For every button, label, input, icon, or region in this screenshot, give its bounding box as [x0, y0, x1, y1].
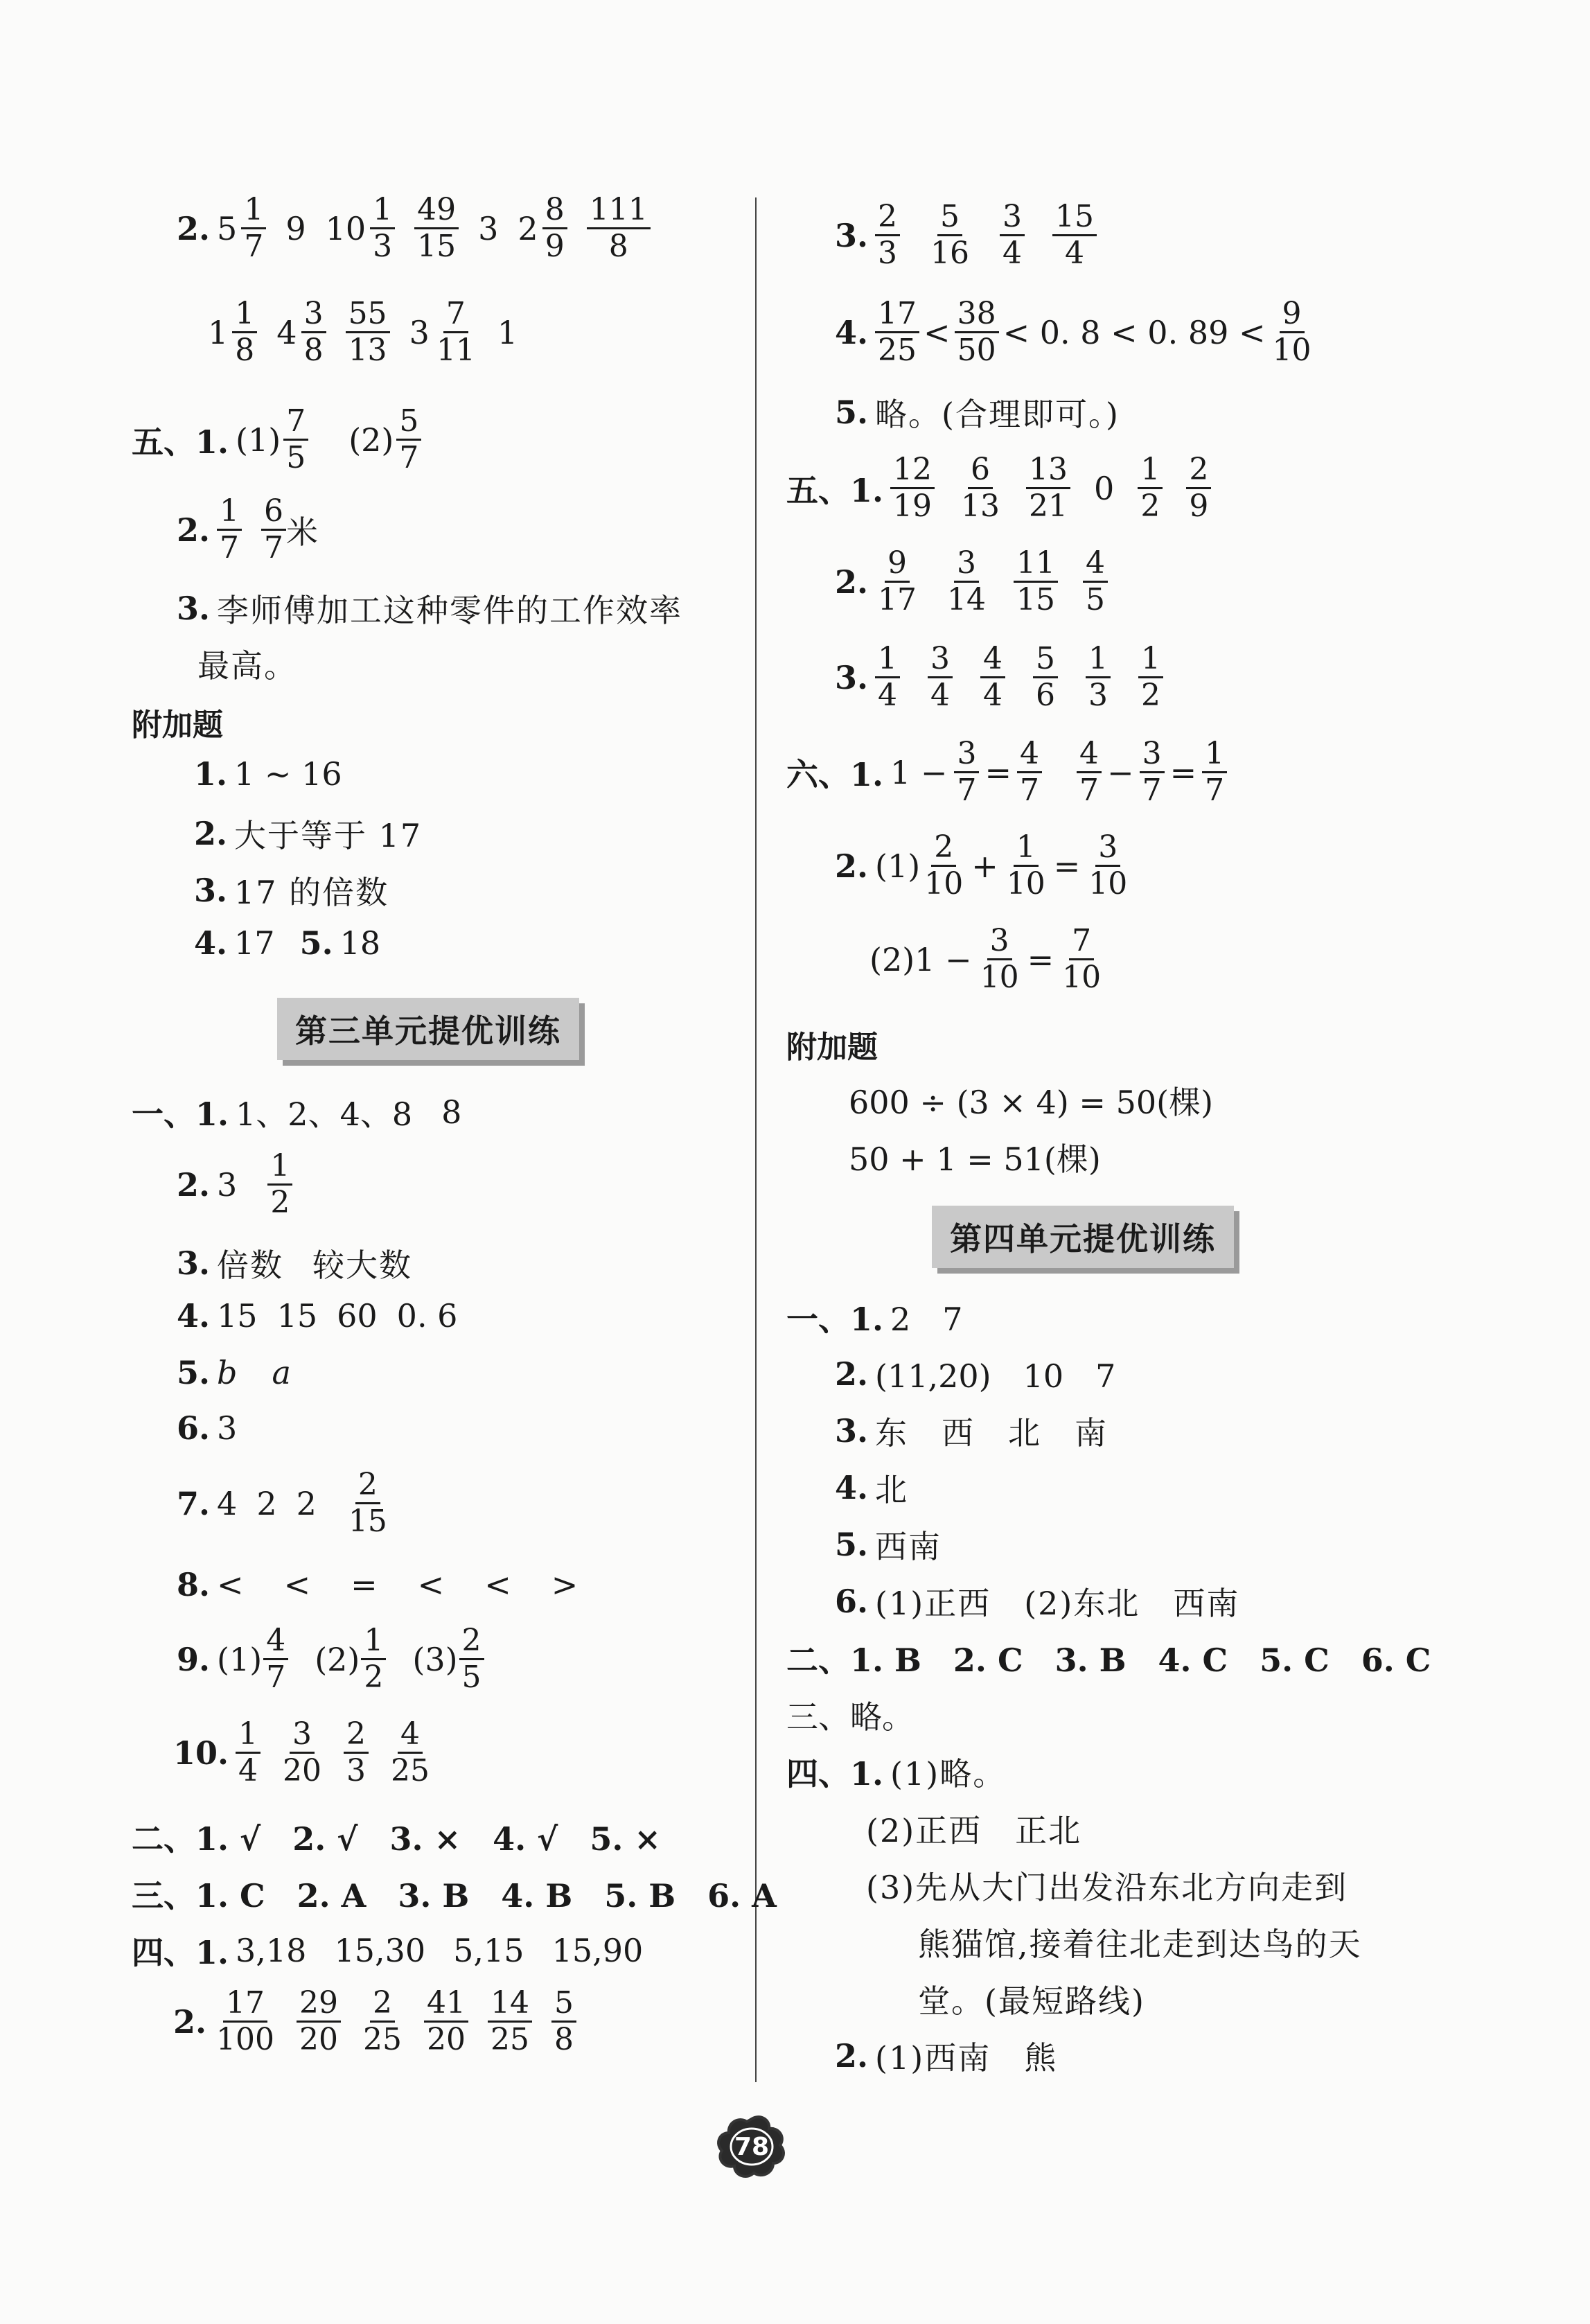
fraction: $\frac{2}{25}$ — [363, 1985, 403, 2058]
right-five-q2: 2. $\frac{9}{17}$ $\frac{3}{14}$ $\frac{11}{15}$ $\frac{4}{5}$ — [835, 547, 1108, 616]
fraction: $\frac{2}{3}$ — [344, 1718, 369, 1787]
fraction: $\frac{4}{4}$ — [980, 643, 1005, 712]
unit4-four-q1-3-cont2: 堂。(最短路线) — [918, 1982, 1145, 2020]
answer-value: 1 — [497, 313, 518, 351]
right-six-q1: 六、1. 1 − $\frac{3}{7}$ = $\frac{4}{7}$ $\frac{4}{7}$ − $\frac{3}{7}$ = $\frac{1}{7}$ — [786, 738, 1227, 807]
page-number: 78 — [714, 2113, 790, 2180]
unit3-one-q9: 9. (1) $\frac{4}{7}$ (2) $\frac{1}{2}$ (3) $\frac{2}{5}$ — [177, 1625, 484, 1693]
fraction: $\frac{1}{2}$ — [1138, 454, 1163, 522]
unit3-one-q7: 7. 4 2 2 $\frac{2}{15}$ — [177, 1469, 390, 1538]
fraction: $\frac{5}{16}$ — [930, 199, 970, 272]
fraction: $\frac{4}{5}$ — [1083, 547, 1108, 616]
extra-item-1: 1. 1 ~ 16 — [194, 755, 342, 793]
fraction: $\frac{41}{20}$ — [424, 1987, 468, 2056]
unit4-four-q1: 四、1. (1)略。 — [786, 1755, 1007, 1793]
item-number: 3. — [177, 590, 211, 627]
right-extra-line1: 600 ÷ (3 × 4) = 50(棵) — [849, 1084, 1214, 1121]
fraction: $\frac{7}{5}$ — [283, 405, 308, 474]
mixed-number: 2 $\frac{8}{9}$ — [518, 194, 567, 263]
fraction: $\frac{3}{10}$ — [980, 923, 1019, 996]
fraction: $\frac{1}{2}$ — [267, 1150, 292, 1219]
fraction: $\frac{1}{2}$ — [361, 1625, 386, 1693]
part-label: (2) — [348, 421, 394, 459]
fraction: $\frac{4}{7}$ — [1077, 738, 1102, 807]
mixed-number: 10 $\frac{1}{3}$ — [326, 194, 396, 263]
unit3-one-q2: 2. 3 $\frac{1}{2}$ — [177, 1150, 292, 1219]
extra-heading: 附加题 — [132, 707, 223, 743]
left-q2-row2 — [208, 298, 518, 367]
fraction: $\frac{14}{25}$ — [488, 1987, 532, 2056]
unit4-one-q5: 5. 西南 — [835, 1526, 942, 1565]
fraction: $\frac{2}{10}$ — [924, 829, 964, 902]
unit3-one-q4: 4. 15 15 60 0. 6 — [177, 1297, 458, 1335]
fraction: $\frac{1}{4}$ — [875, 643, 900, 712]
fraction: $\frac{15}{4}$ — [1052, 201, 1097, 270]
item-number: 2. — [177, 511, 211, 549]
answer-text: 李师傅加工这种零件的工作效率 — [217, 592, 683, 629]
unit4-one-q4: 4. 北 — [835, 1469, 909, 1508]
fraction: $\frac{17}{25}$ — [875, 298, 919, 367]
extra-item-2: 2. 大于等于 17 — [194, 815, 423, 854]
fraction: $\frac{7}{10}$ — [1062, 923, 1102, 996]
fraction: $\frac{29}{20}$ — [297, 1987, 341, 2056]
right-extra-line2: 50 + 1 = 51(棵) — [849, 1141, 1101, 1178]
fraction: $\frac{6}{13}$ — [961, 452, 1000, 525]
unit3-one-q3: 3. 倍数 较大数 — [177, 1244, 413, 1284]
left-q2-row1 — [177, 194, 651, 263]
left-five-q2 — [177, 495, 319, 564]
mixed-number: 5 $\frac{1}{7}$ — [217, 194, 266, 263]
left-five-q3-cont — [197, 641, 297, 687]
fraction: $\frac{2}{9}$ — [1186, 454, 1211, 522]
unit3-three: 三、1. C 2. A 3. B 4. B 5. B 6. A — [132, 1877, 777, 1914]
fraction: $\frac{1}{2}$ — [1138, 643, 1163, 712]
fraction: $\frac{1}{7}$ — [1202, 738, 1227, 807]
unit4-one-q6: 6. (1)正西 (2)东北 西南 — [835, 1583, 1240, 1622]
unit4-four-q1-3: (3)先从大门出发沿东北方向走到 — [866, 1869, 1348, 1906]
unit3-four-q2: 2. $\frac{17}{100}$ $\frac{29}{20}$ $\frac{2}{25}$ $\frac{41}{20}$ $\frac{14}{25}$ $\frac{5}{8}$ — [173, 1987, 576, 2056]
fraction: $\frac{1}{3}$ — [1086, 643, 1111, 712]
fraction: $\frac{13}{21}$ — [1026, 454, 1070, 522]
answer-value: 3 — [478, 209, 499, 247]
unit3-one-q1: 一、1. 1、2、4、8 8 — [132, 1093, 462, 1133]
fraction: $\frac{5}{8}$ — [551, 1987, 576, 2056]
fraction: $\frac{3}{4}$ — [928, 643, 953, 712]
fraction: $\frac{9}{10}$ — [1272, 296, 1311, 369]
unit3-two: 二、1. √ 2. √ 3. × 4. √ 5. × — [132, 1820, 661, 1858]
unit4-one-q3: 3. 东 西 北 南 — [835, 1412, 1108, 1452]
fraction: $\frac{11}{15}$ — [1014, 547, 1058, 616]
fraction: $\frac{2}{15}$ — [348, 1467, 387, 1540]
mixed-number: 1 $\frac{1}{8}$ — [208, 298, 257, 367]
part-label: (1) — [236, 421, 281, 459]
mixed-number: 3 $\frac{7}{11}$ — [409, 296, 475, 369]
unit4-four-q1-3-cont: 熊猫馆,接着往北走到达鸟的天 — [918, 1926, 1362, 1963]
fraction: $\frac{3}{7}$ — [1140, 738, 1165, 807]
unit3-banner: 第三单元提优训练 — [277, 998, 579, 1060]
extra-item-4-5: 4. 17 5. 18 — [194, 924, 381, 962]
unit3-four-q1: 四、1. 3,18 15,30 5,15 15,90 — [132, 1932, 644, 1971]
fraction: $\frac{1}{4}$ — [236, 1718, 260, 1787]
left-five-q1 — [132, 405, 421, 474]
unit4-four-q2: 2. (1)西南 熊 — [835, 2037, 1058, 2077]
fraction: $\frac{2}{3}$ — [875, 201, 900, 270]
unit4-four-q1-2: (2)正西 正北 — [866, 1812, 1082, 1849]
fraction: $\frac{111}{8}$ — [587, 194, 651, 263]
fraction: $\frac{9}{17}$ — [878, 545, 917, 618]
fraction: $\frac{38}{50}$ — [955, 298, 999, 367]
fraction: $\frac{3}{20}$ — [283, 1716, 322, 1789]
fraction: $\frac{5}{7}$ — [396, 405, 421, 474]
unit-label: 米 — [286, 513, 320, 551]
answer-value: 9 — [285, 209, 306, 247]
fraction: $\frac{55}{13}$ — [346, 298, 390, 367]
fraction: $\frac{3}{4}$ — [1000, 201, 1025, 270]
right-q4: 4. $\frac{17}{25}$ < $\frac{38}{50}$ < 0. 8 < 0. 89 < $\frac{9}{10}$ — [835, 298, 1314, 367]
fraction: $\frac{3}{14}$ — [947, 545, 987, 618]
fraction: $\frac{4}{7}$ — [1017, 738, 1042, 807]
fraction: $\frac{49}{15}$ — [414, 194, 459, 263]
item-number: 2. — [177, 209, 211, 247]
fraction: $\frac{4}{7}$ — [263, 1625, 288, 1693]
right-q5: 5. 略。(合理即可。) — [835, 394, 1120, 433]
left-five-q3 — [177, 586, 682, 631]
unit4-two: 二、1. B 2. C 3. B 4. C 5. C 6. C — [786, 1641, 1431, 1679]
fraction: $\frac{4}{25}$ — [391, 1716, 430, 1789]
column-divider — [755, 197, 757, 2082]
extra-item-3: 3. 17 的倍数 — [194, 872, 389, 911]
right-six-q2-b: (2)1 − $\frac{3}{10}$ = $\frac{7}{10}$ — [869, 925, 1104, 994]
fraction: $\frac{3}{7}$ — [954, 738, 979, 807]
unit3-one-q5: 5. b a — [177, 1354, 291, 1391]
unit4-banner: 第四单元提优训练 — [932, 1206, 1234, 1268]
unit4-three: 三、略。 — [786, 1698, 914, 1736]
fraction: $\frac{6}{7}$ — [261, 495, 286, 564]
unit4-one-q1: 一、1. 2 7 — [786, 1301, 963, 1338]
right-five-q1: 五、1. $\frac{12}{19}$ $\frac{6}{13}$ $\frac{13}{21}$ 0 $\frac{1}{2}$ $\frac{2}{9}$ — [786, 454, 1211, 522]
fraction: $\frac{1}{10}$ — [1006, 829, 1045, 902]
fraction: $\frac{5}{6}$ — [1033, 643, 1058, 712]
unit3-one-q10: 10. $\frac{1}{4}$ $\frac{3}{20}$ $\frac{2}{3}$ $\frac{4}{25}$ — [173, 1718, 432, 1787]
right-extra-heading: 附加题 — [786, 1030, 878, 1065]
fraction: $\frac{2}{5}$ — [459, 1625, 484, 1693]
unit3-one-q8: 8. < < = < < > — [177, 1566, 578, 1603]
right-q3: 3. $\frac{2}{3}$ $\frac{5}{16}$ $\frac{3}{4}$ $\frac{15}{4}$ — [835, 201, 1097, 270]
fraction: $\frac{12}{19}$ — [890, 454, 935, 522]
answer-text: 最高。 — [197, 647, 297, 685]
item-number: 五、1. — [132, 423, 229, 461]
fraction: $\frac{1}{7}$ — [217, 495, 242, 564]
fraction: $\frac{3}{10}$ — [1088, 829, 1128, 902]
unit3-one-q6: 6. 3 — [177, 1409, 238, 1447]
mixed-number: 4 $\frac{3}{8}$ — [276, 298, 326, 367]
fraction: $\frac{17}{100}$ — [216, 1985, 275, 2058]
right-six-q2-a: 2. (1) $\frac{2}{10}$ + $\frac{1}{10}$ = $\frac{3}{10}$ — [835, 831, 1130, 900]
unit4-one-q2: 2. (11,20) 10 7 — [835, 1355, 1116, 1395]
right-five-q3: 3. $\frac{1}{4}$ $\frac{3}{4}$ $\frac{4}{4}$ $\frac{5}{6}$ $\frac{1}{3}$ $\frac{1}{2}$ — [835, 643, 1163, 712]
